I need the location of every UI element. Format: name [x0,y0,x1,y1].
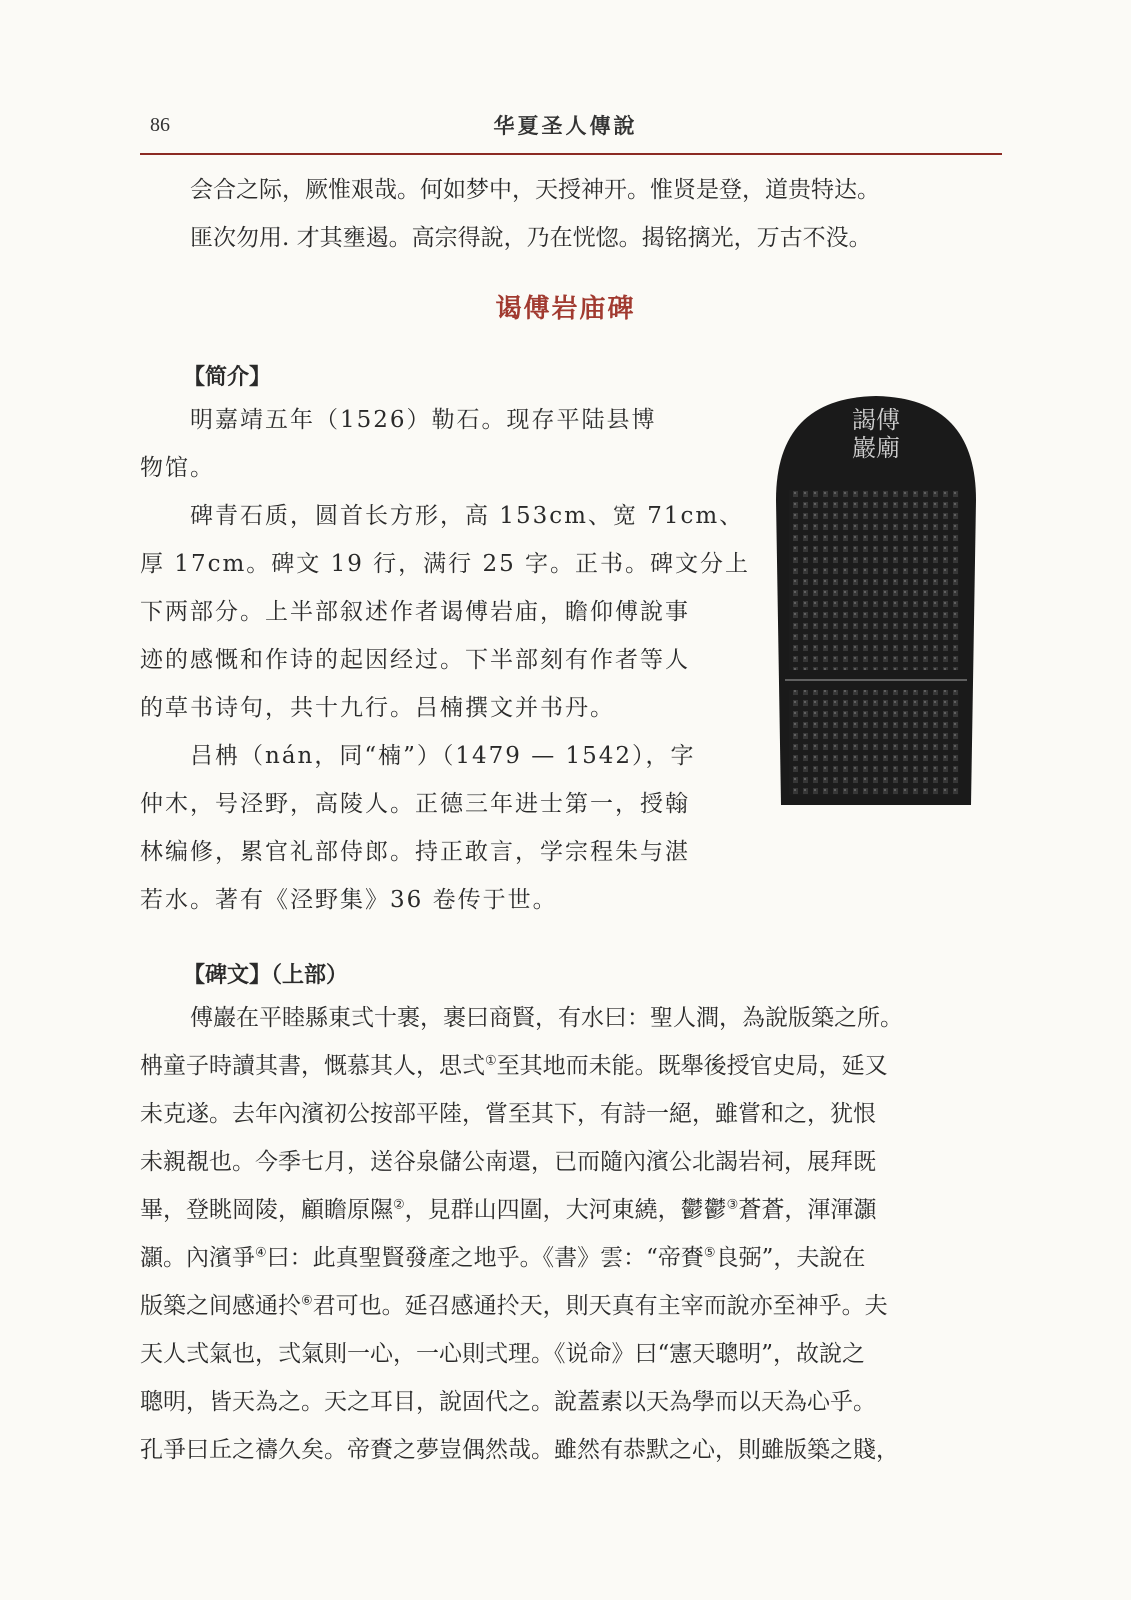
text-line: 畢，登眺岡陵，顧瞻原隰②，見群山四圍，大河東繞，鬱鬱③蒼蒼，渾渾灝 [140,1197,877,1223]
text-line: 未親覩也。今季七月，送谷泉儲公南還，已而隨內濱公北謁岩祠，展拜既 [140,1149,876,1175]
text-line: 傅巖在平睦縣東弍十裹，裹曰商賢，有水曰：聖人澗，為說版築之所。 [190,1005,903,1031]
text-line: 版築之间感通扵⑥君可也。延召感通扵天，則天真有主宰而說亦至神乎。夫 [140,1293,888,1319]
footnote-mark: ④ [255,1245,267,1261]
text-line: 会合之际，厥惟艰哉。何如梦中，天授神开。惟贤是登，道贵特达。 [190,177,880,203]
text-line: 下两部分。上半部叙述作者谒傅岩庙，瞻仰傅說事 [140,599,690,625]
text-line: 孔爭曰丘之禱久矣。帝賚之夢豈偶然哉。雖然有恭默之心，則雖版築之賤， [140,1437,899,1463]
text-line: 碑青石质，圆首长方形，高 153cm、宽 71cm、 [190,503,745,529]
footnote-mark: ⑤ [703,1245,716,1261]
header-rule [140,153,1002,155]
page-number: 86 [150,114,170,136]
article-title: 谒傅岩庙碑 [495,294,636,324]
text-line: 的草书诗句，共十九行。吕楠撰文并书丹。 [140,695,615,721]
text-label: 【碑文】（上部） [183,962,349,988]
text-line: 匪次勿用. 才其壅遏。高宗得說，乃在恍惚。揭铭摛光，万古不没。 [190,225,872,251]
stele-title-row-2: 巖廟 [852,434,900,462]
text-line: 天人弍氣也，弍氣則一心，一心則弍理。《说命》曰“憲天聰明”，故說之 [140,1341,866,1367]
stele-rubbing-image [771,390,981,810]
intro-label: 【简介】 [183,364,272,390]
text-line: 迹的感慨和作诗的起因经过。下半部刻有作者等人 [140,647,690,673]
continuation-text [190,166,1000,262]
intro-text [140,396,751,924]
text-line: 未克遂。去年內濱初公按部平陸，嘗至其下，有詩一絕，雖嘗和之，犹恨 [140,1101,876,1127]
text-line: 柟童子時讀其書，慨慕其人，思弍①至其地而未能。既舉後授官史局，延又 [140,1053,888,1079]
running-head: 华夏圣人傳說 [493,113,638,138]
stele-text [140,994,1000,1474]
text-line: 灝。內濱爭④曰：此真聖賢發產之地乎。《書》雲：“帝賚⑤良弼”，夫說在 [140,1245,866,1271]
footnote-mark: ⑥ [301,1293,313,1309]
text-line: 聰明，皆天為之。天之耳目，說固代之。說蓋素以天為學而以天為心乎。 [140,1389,876,1415]
text-line: 若水。著有《泾野集》36 卷传于世。 [140,887,558,913]
text-line: 物馆。 [140,455,215,481]
footnote-mark: ② [393,1197,405,1213]
footnote-mark: ③ [726,1197,739,1213]
footnote-mark: ① [485,1053,497,1069]
text-line: 明嘉靖五年（1526）勒石。现存平陆县博 [190,407,657,433]
text-line: 吕柟（nán，同“楠”）（1479 — 1542），字 [190,743,696,769]
text-line: 厚 17cm。碑文 19 行，满行 25 字。正书。碑文分上 [140,551,751,577]
text-line: 仲木，号泾野，高陵人。正德三年进士第一，授翰 [140,791,690,817]
stele-title-row-1: 謁傅 [852,406,900,434]
text-line: 林编修，累官礼部侍郎。持正敢言，学宗程朱与湛 [140,839,690,865]
